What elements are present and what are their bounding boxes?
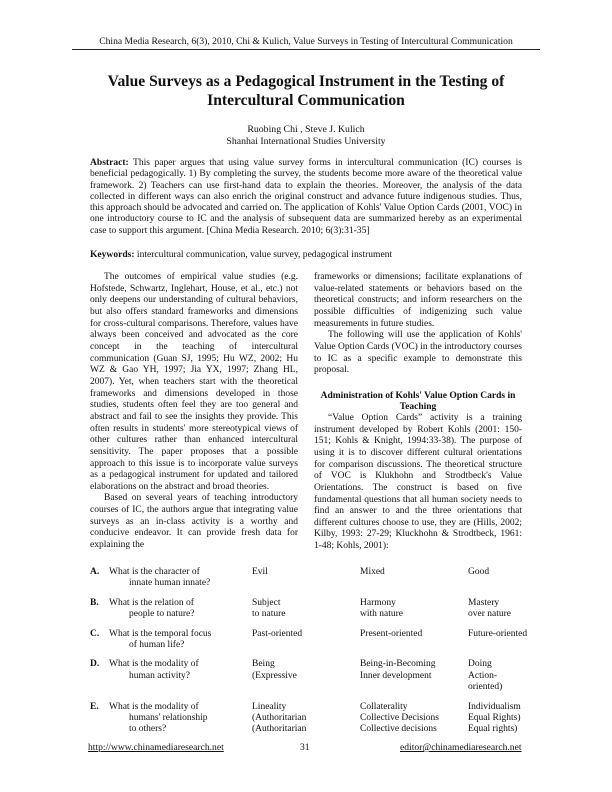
- table-row: [90, 567, 530, 598]
- orientation-cell: [360, 567, 468, 598]
- section-heading: Administration of Kohls' Value Option Cards in Teaching: [320, 390, 516, 412]
- affiliation: Shanhai International Studies University: [226, 136, 386, 147]
- question-cell: [109, 598, 252, 629]
- table-row: [90, 659, 530, 701]
- title-line-2: Intercultural Communication: [207, 92, 405, 109]
- paper-title: [80, 72, 532, 110]
- orientation-line: Present-oriented: [360, 628, 423, 639]
- question-line: humans' relationship: [129, 713, 208, 724]
- orientation-line: Being-in-Becoming: [360, 659, 436, 670]
- orientation-cell: [252, 567, 360, 598]
- orientation-line: over nature: [468, 609, 511, 620]
- question-line: innate human innate?: [129, 578, 211, 589]
- orientation-line: Collective decisions: [360, 724, 437, 735]
- orientation-cell: [252, 629, 360, 660]
- keywords: [90, 249, 522, 260]
- abstract-label: Abstract:: [90, 157, 129, 168]
- row-letter: A.: [90, 567, 100, 577]
- orientation-line: Harmony: [360, 597, 396, 608]
- orientation-cell: [360, 659, 468, 701]
- orientation-line: Future-oriented: [468, 628, 528, 639]
- authors: Ruobing Chi , Steve J. Kulich: [247, 124, 365, 135]
- orientation-cell: [468, 629, 530, 660]
- body-paragraph: The outcomes of empirical value studies (e.g. Hofstede, Schwartz, Inglehart, House, et al., etc.) not only deepens our understanding of cultural behaviors, but also offers standard frameworks and dimensions for cross-cultural comparisons. Therefore, values have always been conceived and advocated as the core concept in the teaching of intercultural communication (Guan SJ, 1995; Hu WZ, 2002; Hu WZ & Gao YH, 1997; Jia YX, 1997; Zhang HL, 2007). Yet, when teachers start with the theoretical frameworks and dimensions developed in those studies, students often feel they are too general and abstract and fail to see the insights they provide. This often results in students' more stereotypical views of other cultures rather than enhanced intercultural sensitivity. The paper proposes that a possible approach to this issue is to incorporate value surveys as a pedagogical instrument for updated and tailored elaborations on the abstract and broad theories.: [90, 272, 298, 492]
- orientation-line: Mastery: [468, 597, 500, 608]
- running-head: China Media Research, 6(3), 2010, Chi & Kulich, Value Surveys in Testing of Intercultural Communication: [99, 36, 513, 47]
- orientation-line: Mixed: [360, 567, 385, 577]
- orientation-line: Past-oriented: [252, 628, 303, 639]
- keywords-label: Keywords:: [90, 249, 135, 260]
- question-line: human activity?: [129, 670, 190, 681]
- orientation-line: Action-oriented): [468, 670, 503, 693]
- page-number: 31: [300, 742, 310, 753]
- keywords-text: intercultural communication, value survey, pedagogical instrument: [134, 249, 393, 260]
- orientation-line: Collective Decisions: [360, 713, 439, 724]
- orientation-line: Lineality: [252, 701, 287, 712]
- orientation-line: (Expressive: [252, 670, 297, 681]
- orientation-line: Good: [468, 567, 490, 577]
- orientation-cell: [468, 659, 530, 701]
- question-cell: [109, 659, 252, 701]
- footer-url-link[interactable]: http://www.chinamediaresearch.net: [88, 742, 224, 753]
- author-block: [72, 124, 540, 148]
- question-line: What is the character of: [109, 567, 200, 577]
- orientation-cell: [360, 702, 468, 744]
- question-cell: [109, 629, 252, 660]
- orientation-line: Equal Rights): [468, 713, 521, 724]
- right-column: [314, 272, 522, 553]
- table-row: [90, 702, 530, 744]
- question-line: people to nature?: [129, 609, 195, 620]
- abstract: [90, 157, 522, 236]
- orientation-line: to nature: [252, 609, 286, 620]
- orientation-cell: [468, 598, 530, 629]
- table-row: [90, 598, 530, 629]
- body-paragraph: “Value Option Cards” activity is a training instrument developed by Robert Kohls (2001: 150-151; Kohls & Knight, 1994:33-38). The purpose of using it is to discover different cultural orientations for comparison discussions. The theoretical structure of VOC is Klukhohn and Strodtbeck's Value Orientations. The construct is based on five fundamental questions that all human society needs to find an answer to and the three orientations that different cultures choose to use, they are (Hills, 2002; Kilby, 1993: 27-29; Kluckhohn & Strodtbeck, 1961: 1-48; Kohls, 2001):: [314, 412, 522, 552]
- left-column: [90, 272, 298, 552]
- orientation-line: Being: [252, 659, 275, 670]
- orientation-line: with nature: [360, 609, 404, 620]
- orientation-line: Individualism: [468, 701, 521, 712]
- question-line: What is the modality of: [109, 701, 199, 712]
- question-cell: [109, 567, 252, 598]
- title-line-1: Value Surveys as a Pedagogical Instrument in the Testing of: [107, 73, 505, 90]
- question-line: of human life?: [129, 640, 185, 651]
- row-letter: B.: [90, 597, 99, 608]
- body-paragraph: Based on several years of teaching introductory courses of IC, the authors argue that integrating value surveys as an in-class activity is a worthy and conducive endeavor. It can provide fresh data for explaining the: [90, 493, 298, 551]
- orientation-cell: [468, 702, 530, 744]
- orientation-cell: [252, 598, 360, 629]
- header-rule: [72, 49, 540, 50]
- orientation-cell: [252, 702, 360, 744]
- row-letter: E.: [90, 701, 99, 712]
- body-paragraph: frameworks or dimensions; facilitate explanations of value-related statements or behaviors based on the theoretical constructs; and inform researchers on the possible difficulties of indigenizing such value measurements in future studies.: [314, 272, 522, 329]
- question-line: What is the modality of: [109, 659, 199, 670]
- orientation-line: Equal rights): [468, 724, 518, 735]
- orientation-line: Doing: [468, 659, 492, 670]
- question-cell: [109, 702, 252, 744]
- orientation-cell: [360, 629, 468, 660]
- orientation-line: Evil: [252, 567, 268, 577]
- orientation-cell: [468, 567, 530, 598]
- body-paragraph: The following will use the application of Kohls' Value Option Cards (VOC) in the introductory courses to IC as a specific example to demonstrate this proposal.: [314, 330, 522, 376]
- row-letter: D.: [90, 659, 100, 670]
- value-orientation-table: [90, 567, 530, 744]
- question-line: What is the temporal focus: [109, 628, 212, 639]
- orientation-cell: [360, 598, 468, 629]
- orientation-cell: [252, 659, 360, 701]
- orientation-line: Inner development: [360, 670, 432, 681]
- orientation-line: Subject: [252, 597, 281, 608]
- orientation-line: Collaterality: [360, 701, 408, 712]
- orientation-line: (Authoritarian: [252, 713, 307, 724]
- footer-email-link[interactable]: editor@chinamediaresearch.net: [400, 742, 522, 753]
- question-line: to others?: [129, 724, 167, 735]
- abstract-text: This paper argues that using value survey forms in intercultural communication (IC) courses is beneficial pedagogically. 1) By completing the survey, the students become more aware of the theoretical value framework. 2) Teachers can use first-hand data to explain the theories. Moreover, the analysis of the data collected in different ways can also enrich the original construct and advance future indigenous studies. Thus, this approach should be advocated and carried on. The application of Kohls' Value Option Cards (2001, VOC) in one introductory course to IC and the analysis of subsequent data are summarized hereby as an experimental case to support this argument. [China Media Research. 2010; 6(3):31-35]: [90, 157, 522, 236]
- row-letter: C.: [90, 628, 100, 639]
- table-row: [90, 629, 530, 660]
- question-line: What is the relation of: [109, 597, 194, 608]
- orientation-line: (Authoritarian: [252, 724, 307, 735]
